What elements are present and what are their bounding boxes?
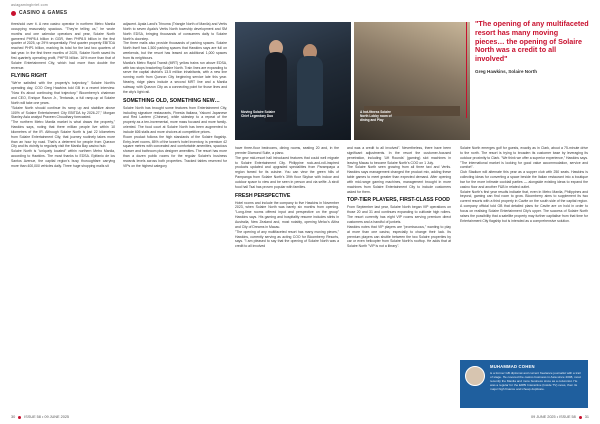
section-dot-icon [11, 11, 16, 16]
pull-quote-text: "The opening of any multifaceted resort has many moving pieces… the opening of Solaire North was a credit to all involved" [475, 19, 589, 64]
quote-rule [466, 22, 467, 118]
article-column-3 [235, 146, 339, 249]
paragraph: and was a credit to all involved". Nevertheless, there have been significant adjustments. In the resort the customer-focused penetration, including 'Lift Rounds' (gaming) slot machines in leaving Macau to become Solaire North's COO on 1 July. [347, 146, 451, 165]
site-url: asiagamingbrief.com [11, 3, 48, 7]
paragraph: Solaire North has brought some features from Entertainment City, including signature restaurants, Finesta Italiana, Yakumi Japanese and Red Lantern (Chinese), while sidestep to a repeat of the property as a ten-incremental, more mass focused and more family-oriented. The food court at Solaire North has been augmented to include 606 stalls and more choices at competitive prices. [123, 105, 227, 134]
author-name: MUHAMMAD COHEN [490, 364, 535, 369]
paragraph: Solaire North emerges golf for guests, exactly as in Clark, about a 75-minute drive to the north. The resort is trying to broaden its customer base by leveraging its outdoor proximity to Clark. "We think we offer a superior experience," Hawkins says. "The international market is looking for good value accommodation, service and comfort". [460, 146, 588, 170]
paragraph: "The opening of any multifaceted resort has many moving pieces," Hawkins, currently serving as acting COO for Bloomberry Resorts, says. "I am pleased to say that the opening of Solaire North was a credit to all involved [235, 229, 339, 249]
subheading: TOP-TIER PLAYERS, FIRST-CLASS FOOD [347, 197, 450, 204]
article-column-2 [123, 22, 227, 169]
paragraph: "We're satisfied with the property's trajectory," Solaire North's operating day, COO Greg Hawkins told GB in a recent interview. "Now it's about continuing that trajectory." Bloomberry's chairman and CEO, Enrique Razon Jr., Tentanda, a full ramp-up at Solaire North will take one years. [11, 81, 115, 105]
paragraph: The three malls also provide thousands of parking spaces. Solaire North itself has 1,500 parking spaces that Hawkins says are full on weekends, but the resort has leased an additional 1,000 spaces from its neighbours. [123, 41, 227, 60]
photo-executives [235, 22, 351, 140]
author-bio: is a former GB diplomat and current freelance journalist with a trail of stage. He covered the casino business in Asia since 2008, most recently the Manila and more business since as a columnist. He was a regular for the ERBI Interactive (Inside TV) news, then its major high finance and cheap duplicate. [490, 371, 581, 392]
paragraph: The Solaire North seen growing from all three taxi and Vertis. Hawkins says management changed the product mix, adding these table games to meet greater than expected demand. After opening with mid-range gaming machines, management brought in more machines from Solaire Entertainment City to include customers asked for them. [347, 165, 451, 194]
issue-label: ISSUE 58 • 09 JUNE 2025 [24, 415, 70, 419]
pull-quote-author: Greg Hawkins, Solaire North [475, 68, 538, 74]
article-column-6 [460, 146, 588, 224]
paragraph: Manila's Metro Rapid Transit (MRT) yellow trains run above EDSA, with two stops bracketing Solaire North. Train lines are expanding to serve the capital district's 13.5 million inhabitants, with a new line running north from Quezon City beginning service late this year. Nearby, ridge plans include a second MRT line and a Manila subway, with Quezon City as a connecting point for those lines and the city's light rail. [123, 60, 227, 94]
footer-left [11, 415, 69, 419]
paragraph: adjacent. Ayala Land's Trinoma (Triangle North of Manila) and Vertis North to seven Ayala's Vertis North township development and SM North EDSA, bringing thousands of consumers daily to Solaire North's doorstep. [123, 22, 227, 41]
paragraph: Club Stadium will alternate this year as a supper club with 250 seats. Hawkins is collecting ideas for converting a space beside the Italian restaurant into a boutique bar for the more intimate cocktail parties — alongside existing ideas to expand the casino floor and another F&B in related outlet. [460, 170, 588, 189]
paragraph: Hotel rooms and include the company to five Hawkins in November 2023, when Solaire North was barely six months from opening. "Long-time rooms offered input and perspective on the group" Hawkins says. His gaming and hospitality resume includes stints in Australia, New Zealand and, most notably, opening Melco's Altira and City of Dreams in Macau. [235, 200, 339, 229]
person-figure-icon [297, 56, 323, 126]
photo-caption: Moving Solaire Solaire Chief Legendary Duo [241, 110, 276, 118]
paragraph: threshold over it. A new casino operator in northern Metro Manila occupying reasonably spacious. "They're telling us," he wrote months and one calendar operators and year, Solaire North garnered PHP8.4 billion in GGR, then PHP8.5 billion in the first quarter of 2025, up 29% sequentially. First quarter property EBITDA reached PHP1 billion, marking its total for the last two quarters of last year. In the first three months of 2025, Solaire North saved its first quarterly operating profit, PHP78 billion. 16% more than that of Solaire Entertainment City, which had more than double the revenue. [11, 22, 115, 70]
avatar [465, 366, 485, 386]
page-number: 31 [584, 415, 589, 419]
paragraph: The gew mid-resort hall introduced features that could well migrate to Solaire Entertainment City. Philippine rock-and-roll-inspired products updated and upgraded specialities from Parampaya a region famed for its cuisine. You can view the green hills of Pampanga from Solaire North's 39th floor Skybar with indoor and outdoor space to view and be seen in person and via selfie. A stroll food hall Tsai has proven popular with families. [235, 155, 339, 189]
footer-right [531, 415, 589, 419]
subheading: FLYING RIGHT [11, 73, 48, 80]
issue-label: 09 JUNE 2025 • ISSUE 58 [530, 415, 576, 419]
section-label: CASINO & GAMES [19, 10, 68, 16]
paragraph: Room product follows the high standards of the Solaire flagship. Entry-level rooms, 85% of the tower's hotel inventory, is premium 42 square metres with concealed and comfortable amenities, spacious shower and bathroom plus designer amenities. The resort has more than a dozen public rooms for the regular Solaire's business rewards levels across both properties. Tracked tables reserved for VIPs on the highest category [123, 134, 227, 168]
photo-lobby [354, 22, 470, 140]
article-column-1 [11, 22, 115, 169]
paragraph: Solaire North's first year results indicate that, even in Metro Manila, Philippines and beyond, gaming can find room to grow. Bloomberry aims to supplement its two current resorts with a third property in Cavite on the south side of the capital region. A company official told GB that detailed plans for Cavite are on hold in order to focus on realising Solaire Entertainment City's upper. The success of Solaire North raises the possibility that a satellite property may further capitalise from that time for Entertainment City flagship but is intended as a comprehensive solution. [460, 189, 588, 223]
section-tag [11, 10, 67, 16]
paragraph: Hawkins notes that VIP players are "promiscuous," wanting to play at more than one casino, especially to change their luck. Its premium players can shuttle between the two Solaire properties by car or even helicopter from Solaire North's rooftop. He adds that at Solaire North "VIP is not a library". [347, 224, 451, 249]
paragraph: "Solaire North should continue its ramp up and stabilize above 100% of Solaire Entertainment City EBITDA by 2026-27," Morgan Stanley Asia analyst Praveen Choudhary forecasted. [11, 105, 115, 120]
paragraph: "The northern Metro Manila market is what draws the property," Hawkins says, noting that there millian people live within 10 kilometres of the IR. Although Solaire North is just 22 kilometres from Solaire Entertainment City, that journey routinely takes more than an hour by road. That's a deterrent for people from Quezon City and its vicinity to regularly visit the Manila Bay casino hub. [11, 120, 115, 149]
subheading: SOMETHING OLD, SOMETHING NEW… [123, 97, 220, 104]
author-bio-box [460, 360, 588, 408]
subheading: FRESH PERSPECTIVE [235, 192, 291, 199]
pull-quote [475, 20, 589, 75]
photo-caption: A hot-fitness Solaire North Lobby room of dining and Play [360, 110, 392, 122]
footer-dot-icon [579, 416, 582, 419]
article-column-4 [347, 146, 451, 249]
paragraph: have three-floor bedrooms, dining rooms, seating 20 and, in the premier Diamond Suite, a piano. [235, 146, 339, 155]
footer-dot-icon [18, 416, 21, 419]
page-number: 30 [11, 415, 16, 419]
paragraph: From September last year, Solaire North began VIP operations on those 20 and 31 and continues expanding to cultivate high rollers. The resort currently has eight VIP rooms serving premium direct customers and a handful of junkets. [347, 205, 451, 224]
paragraph: Solaire North is "uniquely located" within northern Metro Manila, according to Hawkins. The most thanks to EDSA. Epifanio de los Santos Avenue, the capital region's busy thoroughfare carrying more than 400,000 vehicles daily. Three huge shopping malls sit [11, 149, 115, 168]
